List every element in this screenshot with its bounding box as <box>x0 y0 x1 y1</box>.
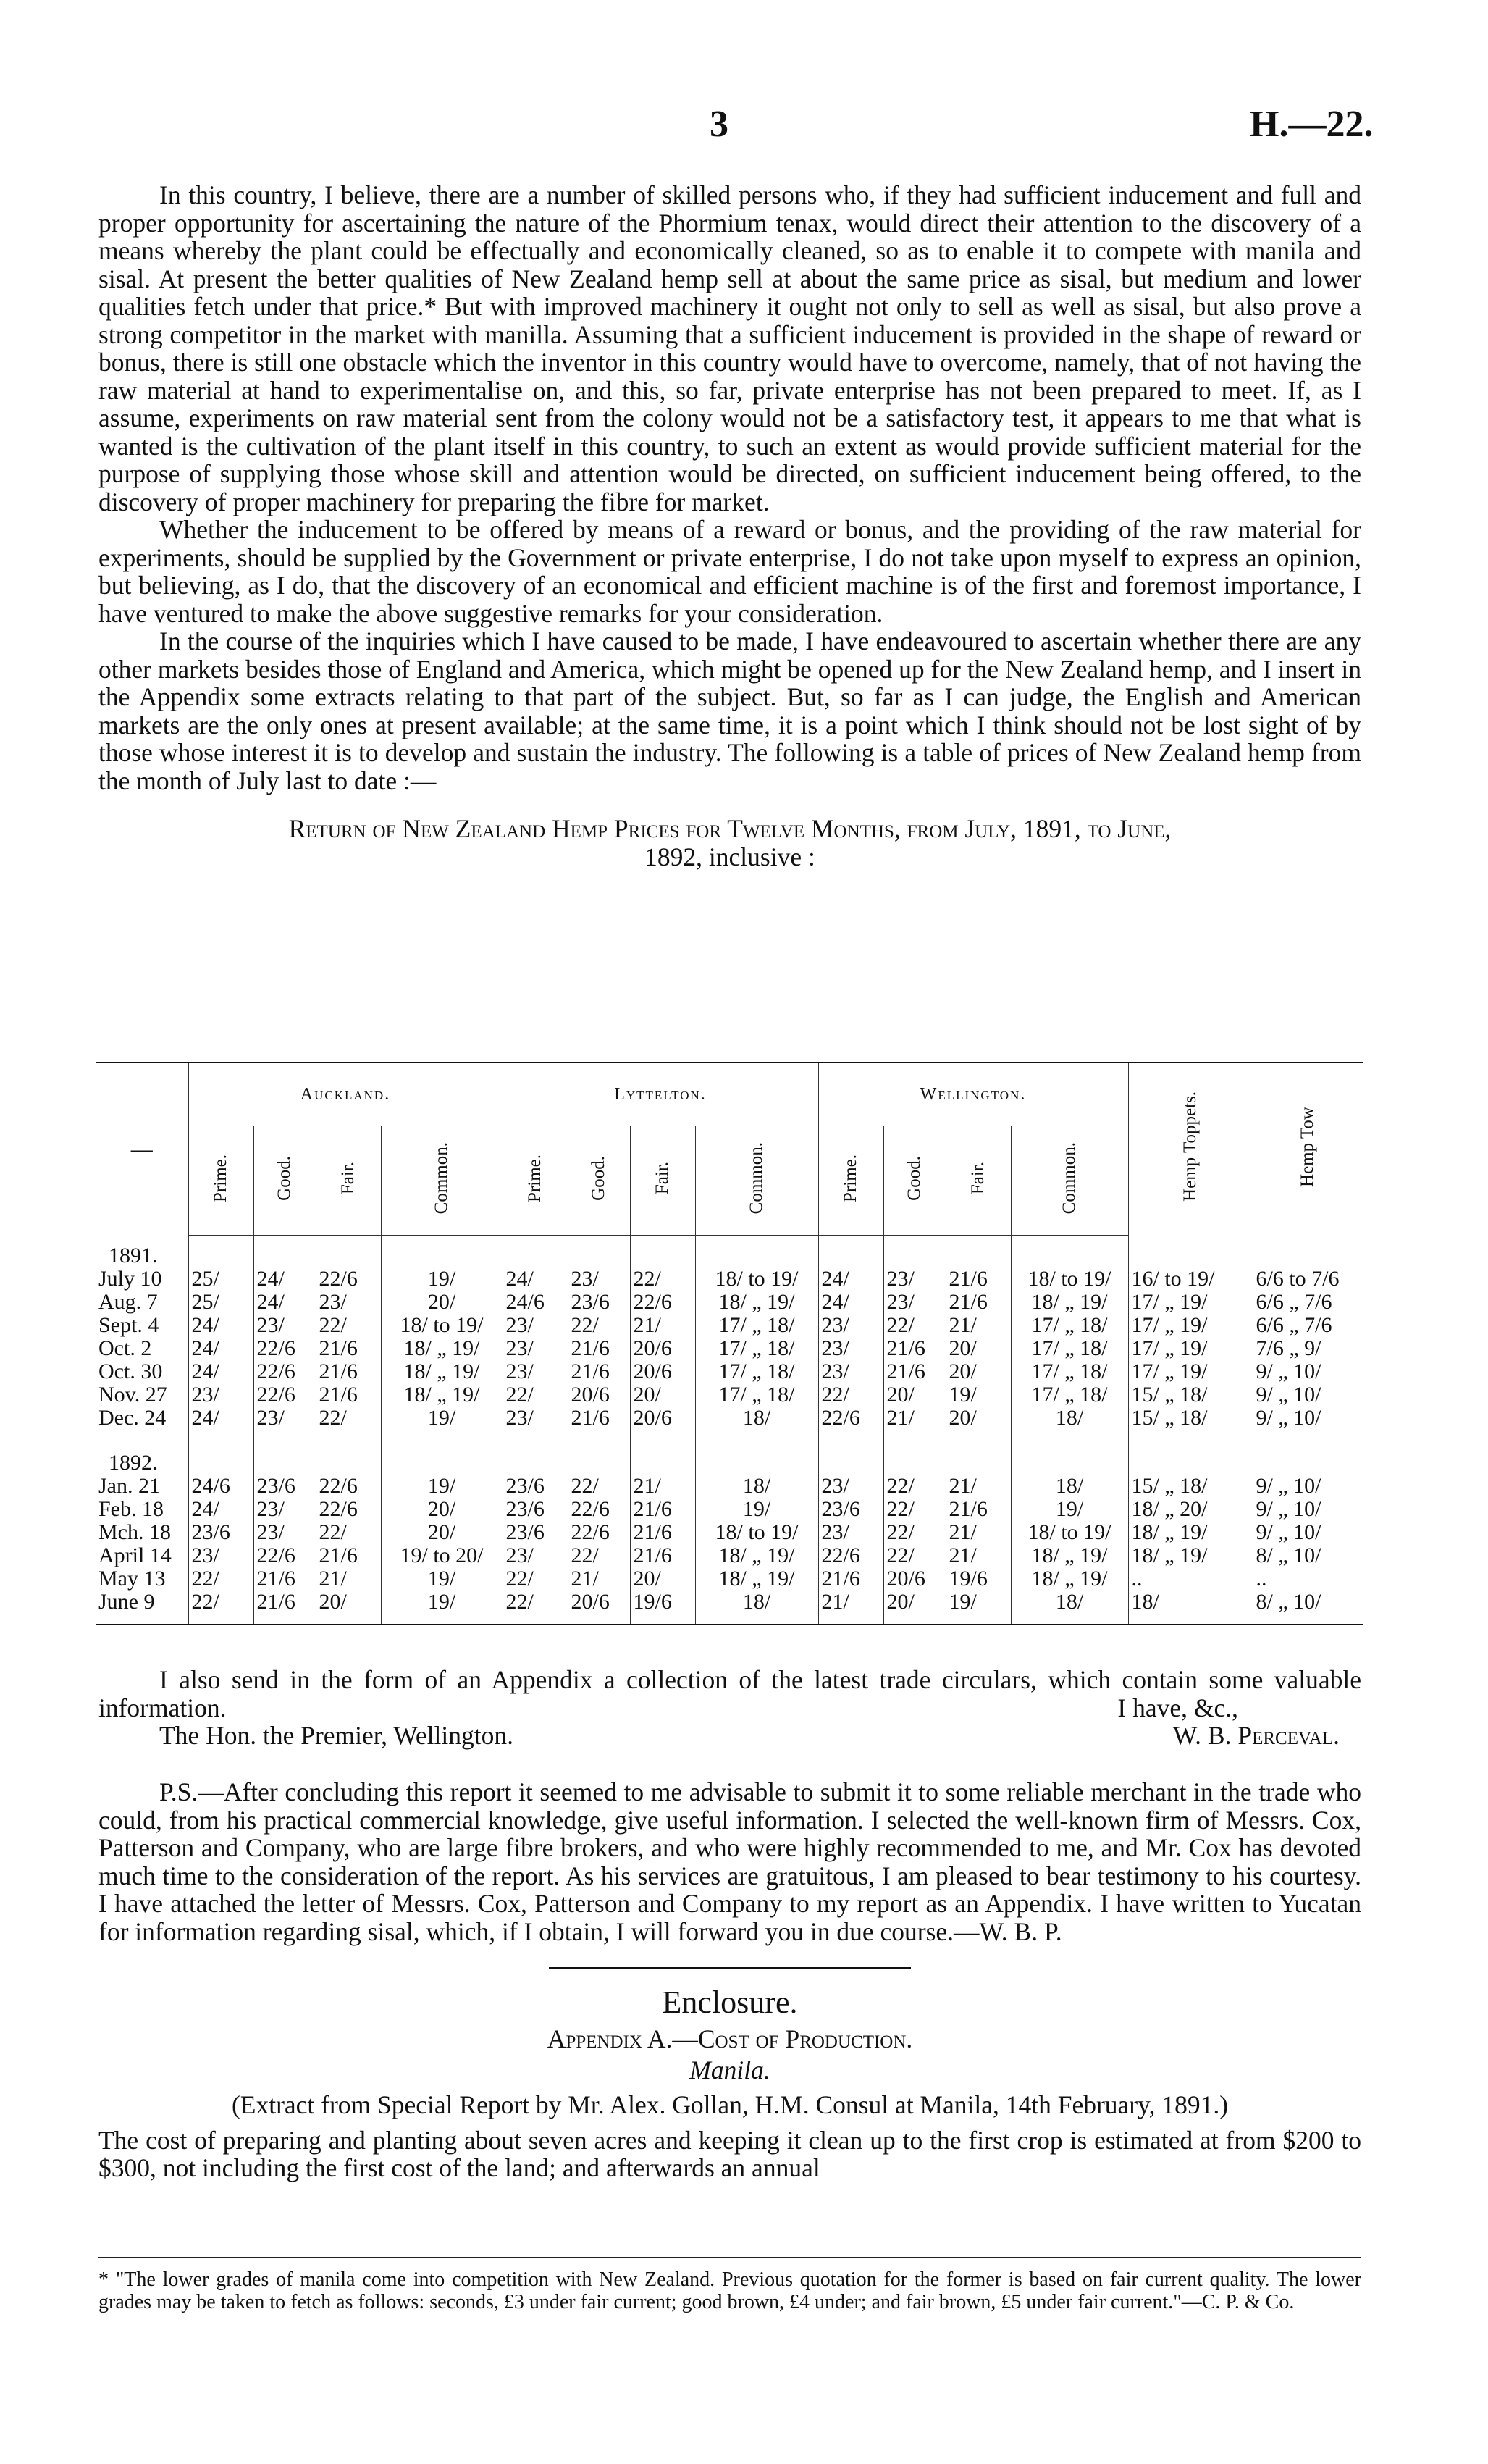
subcolumn-label: Fair. <box>338 1161 358 1195</box>
price-cell: 21/6 <box>946 1291 1011 1314</box>
price-cell: 21/6 <box>253 1567 316 1591</box>
column-header-hemp-tow <box>1253 1063 1363 1236</box>
empty-cell <box>316 1430 381 1475</box>
price-cell: 15/ „ 18/ <box>1128 1407 1253 1430</box>
postscript: P.S.—After concluding this report it seemed to me advisable to submit it to some reliable merchant in the trade who could, from his practical commercial knowledge, give useful information. I selected the well-known firm of Messrs. Cox, Patterson and Company, who are large fibre brokers, and who were highly recommended to me, and Mr. Cox has devoted much time to the consideration of the report. As his services are gratuitous, I am pleased to bear testimony to his courtesy. I have attached the letter of Messrs. Cox, Patterson and Company to my report as an Appendix. I have written to Yucatan for information regarding sisal, which, if I obtain, I will forward you in due course.—W. B. P. <box>98 1777 1361 1946</box>
date-cell: Oct. 30 <box>98 1359 163 1383</box>
table-row <box>96 1475 1363 1498</box>
signature: W. B. Perceval. <box>1172 1721 1340 1750</box>
price-cell: 22/6 <box>818 1544 883 1567</box>
price-cell: 24/6 <box>188 1475 253 1498</box>
price-cell: 18/ <box>695 1407 818 1430</box>
table-caption-line-2: 1892, inclusive : <box>644 842 815 871</box>
subcolumn-header <box>503 1126 568 1236</box>
price-cell: 22/ <box>316 1314 381 1337</box>
empty-cell <box>946 1430 1011 1475</box>
price-cell: 16/ to 19/ <box>1128 1267 1253 1291</box>
price-cell: 17/ „ 18/ <box>1011 1314 1128 1337</box>
paragraph-1: In this country, I believe, there are a number of skilled persons who, if they had sufficient inducement and full and proper opportunity for ascertaining the nature of the Phormium tenax, would direct their attention to the discovery of a means whereby the plant could be effectually and economically cleaned, so as to enable it to compete with manila and sisal. At present the better qualities of New Zealand hemp sell at about the same price as sisal, but medium and lower qualities fetch under that price.* But with improved machinery it ought not only to sell as well as sisal, but also prove a strong competitor in the market with manilla. Assuming that a sufficient inducement is provided in the shape of reward or bonus, there is still one obstacle which the inventor in this country would have to overcome, namely, that of not having the raw material at hand to experimentalise on, and this, so far, private enterprise has not been prepared to meet. If, as I assume, experiments on raw material sent from the colony would not be a satisfactory test, it appears to me that what is wanted is the cultivation of the plant itself in this country, to such an extent as would provide sufficient material for the purpose of supplying those whose skill and attention would be directed, on sufficient inducement being offered, to the discovery of proper machinery for preparing the fibre for market. <box>98 180 1361 516</box>
subcolumn-header <box>381 1126 503 1236</box>
subcolumn-header <box>1011 1126 1128 1236</box>
price-cell: .. <box>1253 1567 1363 1591</box>
price-cell: 17/ „ 18/ <box>1011 1337 1128 1360</box>
price-cell: 17/ „ 19/ <box>1128 1314 1253 1337</box>
price-cell: 22/ <box>630 1267 695 1291</box>
price-cell: 22/ <box>883 1314 946 1337</box>
price-cell: 21/ <box>946 1521 1011 1544</box>
empty-cell <box>818 1236 883 1267</box>
price-cell: 9/ „ 10/ <box>1253 1498 1363 1521</box>
price-cell: 24/ <box>188 1337 253 1360</box>
price-cell: 19/ <box>381 1475 503 1498</box>
price-cell: 20/ <box>946 1337 1011 1360</box>
date-cell: Aug. 7 <box>98 1289 158 1314</box>
price-cell: 6/6 „ 7/6 <box>1253 1291 1363 1314</box>
price-cell: 24/6 <box>503 1291 568 1314</box>
table-row <box>96 1498 1363 1521</box>
column-header-label: Hemp Toppets. <box>1180 1091 1200 1202</box>
price-cell: 21/ <box>946 1544 1011 1567</box>
price-cell: 23/6 <box>253 1475 316 1498</box>
subcolumn-header <box>253 1126 316 1236</box>
subcolumn-header <box>568 1126 630 1236</box>
empty-cell <box>1011 1430 1128 1475</box>
price-cell: 20/6 <box>568 1591 630 1625</box>
footnote-rule <box>98 2257 1361 2258</box>
price-cell: 24/ <box>188 1498 253 1521</box>
price-cell: 23/ <box>253 1407 316 1430</box>
price-cell: 8/ „ 10/ <box>1253 1591 1363 1625</box>
group-header-wellington: Wellington. <box>818 1063 1128 1126</box>
year-label: 1891. <box>109 1243 158 1267</box>
appendix-note: I also send in the form of an Appendix a collection of the latest trade circulars, which contain some valuable information. <box>98 1665 1361 1722</box>
empty-cell <box>1253 1430 1363 1475</box>
price-cell: 22/ <box>316 1521 381 1544</box>
price-cell: 20/ <box>316 1591 381 1625</box>
price-cell: 23/ <box>568 1267 630 1291</box>
empty-cell <box>188 1430 253 1475</box>
price-cell: 15/ „ 18/ <box>1128 1383 1253 1407</box>
enclosure-title: Enclosure. <box>662 1985 798 2020</box>
price-cell: 22/ <box>188 1567 253 1591</box>
price-cell: 22/ <box>316 1407 381 1430</box>
price-cell: 22/6 <box>818 1407 883 1430</box>
column-header-hemp-toppets <box>1128 1063 1253 1236</box>
empty-cell <box>381 1236 503 1267</box>
price-cell: 18/ „ 19/ <box>1011 1544 1128 1567</box>
price-cell: 18/ „ 19/ <box>381 1360 503 1383</box>
empty-cell <box>695 1430 818 1475</box>
price-cell: 21/ <box>946 1475 1011 1498</box>
price-cell: 15/ „ 18/ <box>1128 1475 1253 1498</box>
year-row <box>96 1430 1363 1475</box>
date-cell: Nov. 27 <box>98 1382 167 1407</box>
price-cell: 23/ <box>253 1314 316 1337</box>
price-cell: 23/6 <box>503 1498 568 1521</box>
price-cell: 19/6 <box>946 1567 1011 1591</box>
empty-cell <box>381 1430 503 1475</box>
price-cell: 19/ <box>381 1591 503 1625</box>
subcolumn-header <box>316 1126 381 1236</box>
date-cell: Jan. 21 <box>98 1473 160 1498</box>
price-cell: 18/ „ 19/ <box>1011 1567 1128 1591</box>
price-cell: 18/ „ 20/ <box>1128 1498 1253 1521</box>
price-cell: 19/ to 20/ <box>381 1544 503 1567</box>
price-cell: 22/6 <box>316 1475 381 1498</box>
price-cell: 20/ <box>946 1360 1011 1383</box>
price-cell: 21/6 <box>568 1337 630 1360</box>
date-cell: July 10 <box>98 1266 162 1291</box>
price-cell: 19/ <box>946 1591 1011 1625</box>
price-cell: 18/ „ 19/ <box>695 1567 818 1591</box>
price-cell: 18/ „ 19/ <box>1128 1521 1253 1544</box>
price-cell: 22/ <box>568 1544 630 1567</box>
price-cell: 21/ <box>818 1591 883 1625</box>
price-cell: 18/ to 19/ <box>1011 1521 1128 1544</box>
subcolumn-label: Prime. <box>525 1154 545 1202</box>
price-cell: 24/ <box>818 1267 883 1291</box>
price-cell: 22/ <box>568 1475 630 1498</box>
price-cell: 22/6 <box>316 1267 381 1291</box>
price-cell: 23/ <box>188 1544 253 1567</box>
date-cell: Dec. 24 <box>98 1405 167 1430</box>
price-cell: 20/6 <box>568 1383 630 1407</box>
price-cell: 18/ „ 19/ <box>1128 1544 1253 1567</box>
price-cell: 24/ <box>253 1291 316 1314</box>
price-cell: 23/ <box>883 1267 946 1291</box>
table-row <box>96 1407 1363 1430</box>
price-cell: 22/6 <box>568 1498 630 1521</box>
price-cell: 22/ <box>883 1521 946 1544</box>
price-cell: 19/ <box>381 1267 503 1291</box>
appendix-heading: Appendix A.—Cost of Production. <box>547 2024 913 2053</box>
column-header-label: Hemp Tow <box>1298 1106 1318 1187</box>
page-number: 3 <box>710 104 728 145</box>
subcolumn-label: Fair. <box>968 1161 988 1195</box>
subcolumn-header <box>883 1126 946 1236</box>
price-cell: 23/ <box>503 1337 568 1360</box>
price-cell: 21/ <box>946 1314 1011 1337</box>
price-cell: 19/ <box>695 1498 818 1521</box>
enclosure-text: The cost of preparing and planting about seven acres and keeping it clean up to the first crop is estimated at from $200 to $300, not including the first cost of the land; and afterwards an annual <box>98 2125 1361 2182</box>
price-cell: 21/6 <box>818 1567 883 1591</box>
divider <box>549 1967 911 1969</box>
table-row <box>96 1291 1363 1314</box>
empty-cell <box>630 1236 695 1267</box>
price-cell: 22/6 <box>630 1291 695 1314</box>
year-label: 1892. <box>109 1450 158 1475</box>
empty-cell <box>1253 1236 1363 1267</box>
table-body <box>96 1236 1363 1625</box>
price-cell: 21/ <box>630 1475 695 1498</box>
price-cell: 21/6 <box>630 1544 695 1567</box>
empty-cell <box>503 1236 568 1267</box>
table-row <box>96 1544 1363 1567</box>
price-cell: 17/ „ 19/ <box>1128 1360 1253 1383</box>
subcolumn-header <box>946 1126 1011 1236</box>
price-cell: 21/6 <box>316 1544 381 1567</box>
subcolumn-label: Prime. <box>841 1154 860 1202</box>
table-row <box>96 1360 1363 1383</box>
subcolumn-label: Good. <box>904 1155 924 1201</box>
empty-cell <box>568 1236 630 1267</box>
intro-text <box>98 181 1361 871</box>
closing: I have, &c., <box>1117 1693 1238 1722</box>
price-cell: 22/6 <box>253 1360 316 1383</box>
empty-cell <box>253 1430 316 1475</box>
price-cell: 21/6 <box>316 1383 381 1407</box>
table-row <box>96 1337 1363 1360</box>
empty-cell <box>883 1430 946 1475</box>
price-cell: 9/ „ 10/ <box>1253 1475 1363 1498</box>
price-cell: 19/ <box>1011 1498 1128 1521</box>
price-cell: 8/ „ 10/ <box>1253 1544 1363 1567</box>
hemp-prices-table <box>96 1062 1363 1625</box>
price-cell: 20/ <box>381 1291 503 1314</box>
price-cell: 17/ „ 18/ <box>695 1337 818 1360</box>
price-cell: 23/6 <box>503 1475 568 1498</box>
date-cell: Feb. 18 <box>98 1496 164 1521</box>
price-cell: 24/ <box>188 1407 253 1430</box>
price-cell: 23/ <box>883 1291 946 1314</box>
subcolumn-header <box>695 1126 818 1236</box>
empty-cell <box>695 1236 818 1267</box>
subcolumn-header <box>818 1126 883 1236</box>
price-cell: 22/ <box>568 1314 630 1337</box>
date-cell: Oct. 2 <box>98 1336 152 1360</box>
price-cell: 18/ <box>695 1591 818 1625</box>
price-cell: 23/ <box>503 1314 568 1337</box>
price-cell: 24/ <box>253 1267 316 1291</box>
empty-cell <box>503 1430 568 1475</box>
price-cell: 17/ „ 19/ <box>1128 1337 1253 1360</box>
empty-cell <box>253 1236 316 1267</box>
date-cell: Sept. 4 <box>98 1312 159 1337</box>
price-cell: 23/ <box>818 1521 883 1544</box>
subcolumn-header <box>188 1126 253 1236</box>
subcolumn-label: Good. <box>589 1155 608 1201</box>
extract-source: (Extract from Special Report by Mr. Alex. Gollan, H.M. Consul at Manila, 14th February, 1891.) <box>231 2090 1229 2119</box>
price-cell: 21/6 <box>946 1267 1011 1291</box>
group-header-lyttelton: Lyttelton. <box>503 1063 818 1126</box>
date-column-header: — <box>96 1063 188 1236</box>
price-cell: 23/ <box>503 1407 568 1430</box>
price-cell: 22/6 <box>568 1521 630 1544</box>
price-cell: 19/6 <box>630 1591 695 1625</box>
price-cell: 18/ „ 19/ <box>695 1291 818 1314</box>
price-cell: 18/ to 19/ <box>695 1521 818 1544</box>
price-cell: 23/6 <box>818 1498 883 1521</box>
table-row <box>96 1521 1363 1544</box>
price-cell: 18/ <box>1011 1475 1128 1498</box>
price-cell: 17/ „ 18/ <box>695 1360 818 1383</box>
price-cell: 21/6 <box>946 1498 1011 1521</box>
price-cell: 23/ <box>253 1498 316 1521</box>
price-cell: 9/ „ 10/ <box>1253 1383 1363 1407</box>
price-cell: 18/ <box>1011 1591 1128 1625</box>
price-cell: 6/6 to 7/6 <box>1253 1267 1363 1291</box>
price-cell: 22/6 <box>253 1337 316 1360</box>
price-cell: 7/6 „ 9/ <box>1253 1337 1363 1360</box>
price-cell: 25/ <box>188 1291 253 1314</box>
price-cell: 23/ <box>316 1291 381 1314</box>
price-cell: 20/ <box>883 1591 946 1625</box>
document-code: H.—22. <box>1250 104 1374 145</box>
table-row <box>96 1567 1363 1591</box>
table-caption-line-1: Return of New Zealand Hemp Prices for Twelve Months, from July, 1891, to June, <box>288 814 1172 843</box>
date-cell: June 9 <box>96 1591 188 1625</box>
empty-cell <box>1011 1236 1128 1267</box>
price-cell: 23/ <box>503 1360 568 1383</box>
price-cell: .. <box>1128 1567 1253 1591</box>
price-cell: 22/ <box>503 1383 568 1407</box>
empty-cell <box>946 1236 1011 1267</box>
price-cell: 18/ <box>1011 1407 1128 1430</box>
price-cell: 20/ <box>630 1567 695 1591</box>
price-cell: 21/ <box>316 1567 381 1591</box>
price-cell: 21/ <box>883 1407 946 1430</box>
after-table-text <box>98 1666 1361 2182</box>
subcolumn-label: Fair. <box>652 1161 672 1195</box>
group-header-auckland: Auckland. <box>188 1063 503 1126</box>
price-cell: 23/ <box>503 1544 568 1567</box>
price-cell: 19/ <box>946 1383 1011 1407</box>
place-heading: Manila. <box>689 2055 770 2084</box>
price-cell: 18/ <box>695 1475 818 1498</box>
price-cell: 21/6 <box>316 1360 381 1383</box>
empty-cell <box>1128 1430 1253 1475</box>
price-cell: 18/ to 19/ <box>695 1267 818 1291</box>
paragraph-3: In the course of the inquiries which I have caused to be made, I have endeavoured to ascertain whether there are any other markets besides those of England and America, which might be opened up for the New Zealand hemp, and I insert in the Appendix some extracts relating to that part of the subject. But, so far as I can judge, the English and American markets are the only ones at present available; at the same time, it is a point which I think should not be lost sight of by those whose interest it is to develop and sustain the industry. The following is a table of prices of New Zealand hemp from the month of July last to date :— <box>98 627 1361 795</box>
price-cell: 22/6 <box>253 1544 316 1567</box>
price-cell: 17/ „ 18/ <box>695 1383 818 1407</box>
price-cell: 22/ <box>503 1591 568 1625</box>
price-cell: 20/6 <box>630 1337 695 1360</box>
price-cell: 21/6 <box>316 1337 381 1360</box>
price-cell: 25/ <box>188 1267 253 1291</box>
price-cell: 21/6 <box>630 1521 695 1544</box>
price-cell: 18/ <box>1128 1591 1253 1625</box>
price-cell: 22/ <box>503 1567 568 1591</box>
price-cell: 24/ <box>503 1267 568 1291</box>
price-cell: 21/6 <box>630 1498 695 1521</box>
price-cell: 18/ to 19/ <box>381 1314 503 1337</box>
empty-cell <box>883 1236 946 1267</box>
price-cell: 23/6 <box>188 1521 253 1544</box>
price-cell: 17/ „ 18/ <box>695 1314 818 1337</box>
price-cell: 22/ <box>883 1544 946 1567</box>
price-cell: 18/ „ 19/ <box>695 1544 818 1567</box>
price-cell: 22/6 <box>316 1498 381 1521</box>
price-cell: 9/ „ 10/ <box>1253 1407 1363 1430</box>
price-cell: 22/6 <box>253 1383 316 1407</box>
price-cell: 20/ <box>381 1498 503 1521</box>
price-cell: 21/6 <box>568 1360 630 1383</box>
empty-cell <box>818 1430 883 1475</box>
subcolumn-label: Common. <box>747 1141 766 1215</box>
price-cell: 20/ <box>630 1383 695 1407</box>
date-cell: Mch. 18 <box>98 1520 171 1544</box>
table-row <box>96 1591 1363 1625</box>
price-cell: 23/ <box>818 1360 883 1383</box>
price-cell: 23/6 <box>503 1521 568 1544</box>
price-cell: 23/ <box>818 1475 883 1498</box>
price-cell: 21/6 <box>883 1360 946 1383</box>
price-cell: 22/ <box>188 1591 253 1625</box>
table-row <box>96 1267 1363 1291</box>
subcolumn-label: Good. <box>274 1155 294 1201</box>
empty-cell <box>568 1430 630 1475</box>
price-cell: 20/6 <box>630 1360 695 1383</box>
price-cell: 17/ „ 18/ <box>1011 1360 1128 1383</box>
price-cell: 23/ <box>818 1337 883 1360</box>
price-cell: 18/ „ 19/ <box>381 1383 503 1407</box>
price-cell: 9/ „ 10/ <box>1253 1360 1363 1383</box>
price-cell: 23/6 <box>568 1291 630 1314</box>
price-cell: 20/ <box>381 1521 503 1544</box>
date-cell: May 13 <box>98 1566 166 1591</box>
price-cell: 23/ <box>818 1314 883 1337</box>
price-cell: 22/ <box>818 1383 883 1407</box>
price-cell: 22/ <box>883 1475 946 1498</box>
empty-cell <box>630 1430 695 1475</box>
date-cell: April 14 <box>98 1543 172 1567</box>
price-cell: 20/ <box>883 1383 946 1407</box>
subcolumn-label: Common. <box>432 1141 451 1215</box>
paragraph-2: Whether the inducement to be offered by means of a reward or bonus, and the providing of the raw material for experiments, should be supplied by the Government or private enterprise, I do not take upon myself to express an opinion, but believing, as I do, that the discovery of an economical and efficient machine is of the first and foremost importance, I have ventured to make the above suggestive remarks for your consideration. <box>98 515 1361 628</box>
price-cell: 18/ to 19/ <box>1011 1267 1128 1291</box>
subcolumn-label: Common. <box>1059 1141 1079 1215</box>
price-cell: 23/ <box>253 1521 316 1544</box>
price-cell: 20/6 <box>883 1567 946 1591</box>
price-cell: 24/ <box>188 1314 253 1337</box>
table-row <box>96 1314 1363 1337</box>
price-cell: 9/ „ 10/ <box>1253 1521 1363 1544</box>
price-cell: 20/ <box>946 1407 1011 1430</box>
table-row <box>96 1383 1363 1407</box>
year-row <box>96 1236 1363 1267</box>
subcolumn-label: Prime. <box>211 1154 230 1202</box>
empty-cell <box>188 1236 253 1267</box>
price-cell: 24/ <box>188 1360 253 1383</box>
price-cell: 21/ <box>568 1567 630 1591</box>
price-cell: 20/6 <box>630 1407 695 1430</box>
price-cell: 24/ <box>818 1291 883 1314</box>
price-cell: 21/6 <box>883 1337 946 1360</box>
subcolumn-header <box>630 1126 695 1236</box>
price-cell: 22/ <box>883 1498 946 1521</box>
price-cell: 21/6 <box>568 1407 630 1430</box>
price-cell: 23/ <box>188 1383 253 1407</box>
empty-cell <box>1128 1236 1253 1267</box>
price-cell: 6/6 „ 7/6 <box>1253 1314 1363 1337</box>
price-cell: 19/ <box>381 1567 503 1591</box>
price-cell: 21/6 <box>253 1591 316 1625</box>
price-cell: 17/ „ 18/ <box>1011 1383 1128 1407</box>
price-cell: 21/ <box>630 1314 695 1337</box>
price-cell: 18/ „ 19/ <box>1011 1291 1128 1314</box>
price-cell: 19/ <box>381 1407 503 1430</box>
price-cell: 17/ „ 19/ <box>1128 1291 1253 1314</box>
price-cell: 18/ „ 19/ <box>381 1337 503 1360</box>
footnote: * "The lower grades of manila come into competition with New Zealand. Previous quotation for the former is based on fair current quality. The lower grades may be taken to fetch as follows: seconds, £3 under fair current; good brown, £4 under; and fair brown, £5 under fair current."—C. P. & Co. <box>98 2268 1361 2313</box>
empty-cell <box>316 1236 381 1267</box>
addressee: The Hon. the Premier, Wellington. <box>159 1721 514 1750</box>
